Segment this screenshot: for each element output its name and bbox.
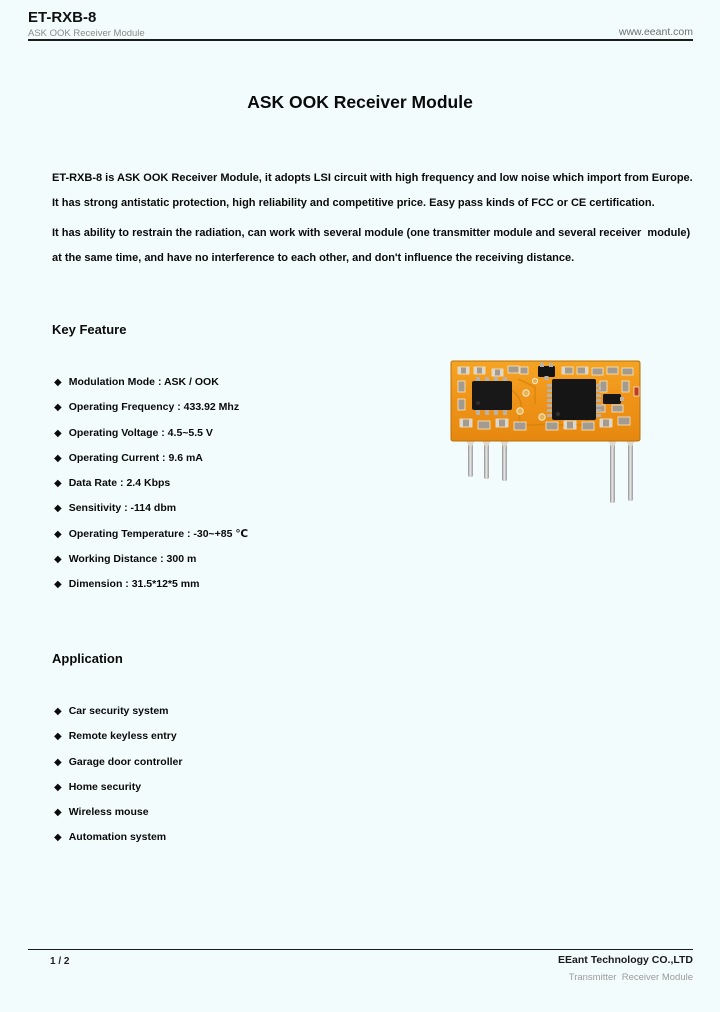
footer-product-line: Transmitter Receiver Module <box>568 972 693 983</box>
diamond-bullet-icon: ◆ <box>54 503 62 515</box>
module-pins <box>465 439 636 503</box>
feature-item <box>54 496 248 521</box>
intro-paragraph-1 <box>52 166 692 216</box>
paragraph-line: ET-RXB-8 is ASK OOK Receiver Module, it adopts LSI circuit with high frequency and low noise which import from Europe. <box>52 172 693 184</box>
feature-item <box>54 370 248 395</box>
feature-text: Dimension : 31.5*12*5 mm <box>68 578 200 591</box>
application-text: Wireless mouse <box>68 806 149 819</box>
component-sot-right <box>603 394 624 404</box>
application-text: Car security system <box>68 705 169 717</box>
diamond-bullet-icon: ◆ <box>54 402 62 414</box>
application-item <box>54 775 182 800</box>
feature-item <box>54 572 248 597</box>
application-heading: Application <box>52 651 123 666</box>
application-item <box>54 800 182 825</box>
feature-item <box>54 471 248 496</box>
application-text: Home security <box>68 780 142 793</box>
paragraph-line: It has strong antistatic protection, high reliability and competitive price. Easy pass kinds of FCC or CE certification. <box>52 197 655 209</box>
diamond-bullet-icon: ◆ <box>54 377 62 388</box>
page-number: 1 / 2 <box>50 956 70 967</box>
feature-text: Operating Temperature : -30~+85 ℃ <box>68 527 249 540</box>
pcb-module-illustration <box>450 359 642 511</box>
ic-ssop16 <box>547 379 601 420</box>
ic-soic8 <box>472 377 512 415</box>
document-title: ASK OOK Receiver Module <box>247 92 473 112</box>
feature-text: Sensitivity : -114 dbm <box>68 502 177 515</box>
diamond-bullet-icon: ◆ <box>54 832 62 844</box>
diamond-bullet-icon: ◆ <box>54 579 62 591</box>
header-website: www.eeant.com <box>618 26 693 38</box>
feature-item <box>54 547 248 572</box>
feature-text: Modulation Mode : ASK / OOK <box>68 376 219 388</box>
diamond-bullet-icon: ◆ <box>54 478 62 490</box>
application-text: Automation system <box>68 831 167 844</box>
header-divider <box>28 39 693 41</box>
footer-company: EEant Technology CO.,LTD <box>558 954 693 966</box>
key-feature-heading: Key Feature <box>52 322 127 337</box>
diamond-bullet-icon: ◆ <box>54 706 62 717</box>
application-item <box>54 750 182 775</box>
feature-item <box>54 522 248 547</box>
feature-text: Data Rate : 2.4 Kbps <box>68 477 171 490</box>
application-item <box>54 825 182 850</box>
application-text: Remote keyless entry <box>68 730 177 743</box>
application-item <box>54 724 182 749</box>
header-subtitle: ASK OOK Receiver Module <box>28 28 145 39</box>
feature-text: Operating Voltage : 4.5~5.5 V <box>68 426 213 439</box>
diamond-bullet-icon: ◆ <box>54 781 62 793</box>
feature-text: Working Distance : 300 m <box>68 553 197 566</box>
diamond-bullet-icon: ◆ <box>54 731 62 743</box>
diamond-bullet-icon: ◆ <box>54 528 62 540</box>
paragraph-line: at the same time, and have no interference to each other, and don't influence the receiving distance. <box>52 252 575 264</box>
product-photo <box>450 359 642 511</box>
paragraph-line: It has ability to restrain the radiation, can work with several module (one transmitter module and several receiver module) <box>52 227 691 239</box>
feature-item <box>54 421 248 446</box>
diamond-bullet-icon: ◆ <box>54 756 62 768</box>
intro-paragraph-2 <box>52 221 692 271</box>
feature-item <box>54 395 248 420</box>
feature-text: Operating Frequency : 433.92 Mhz <box>68 401 240 414</box>
application-item <box>54 699 182 724</box>
diamond-bullet-icon: ◆ <box>54 807 62 819</box>
header-model: ET-RXB-8 <box>28 9 97 26</box>
application-list <box>54 699 182 851</box>
feature-item <box>54 446 248 471</box>
feature-text: Operating Current : 9.6 mA <box>68 451 203 464</box>
diamond-bullet-icon: ◆ <box>54 452 62 464</box>
footer-divider <box>28 949 693 950</box>
diamond-bullet-icon: ◆ <box>54 554 62 566</box>
key-feature-list <box>54 370 248 598</box>
diamond-bullet-icon: ◆ <box>54 427 62 439</box>
application-text: Garage door controller <box>68 755 183 768</box>
